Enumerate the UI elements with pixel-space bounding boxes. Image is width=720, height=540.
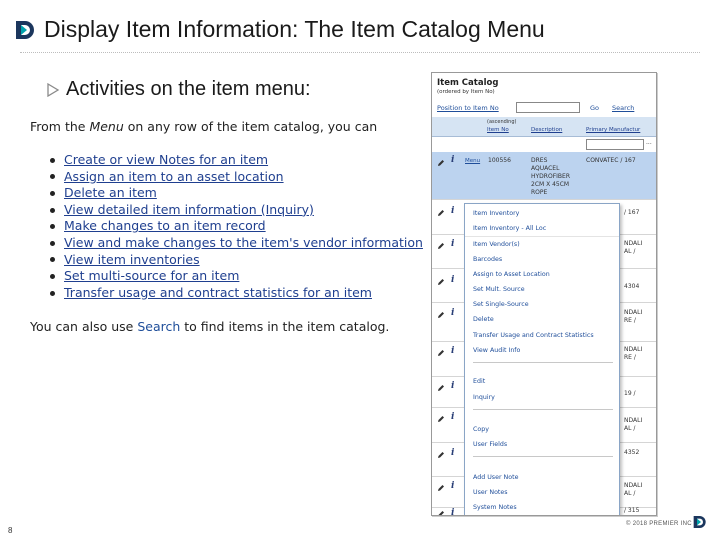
bullet-dot (50, 224, 55, 229)
menu-item-item-vendors[interactable]: Item Vendor(s) (473, 241, 520, 248)
menu-item-edit[interactable]: Edit (473, 378, 486, 385)
info-icon[interactable]: i (451, 308, 455, 318)
activity-link[interactable]: Assign an item to an asset location (64, 168, 284, 184)
menu-item-item-inventory-all-loc[interactable]: Item Inventory - All Loc (473, 225, 547, 232)
manufacturer-cell: 19 / (624, 390, 636, 397)
bullet-dot (50, 291, 55, 296)
info-icon[interactable]: i (451, 275, 455, 285)
menu-item-inquiry[interactable]: Inquiry (473, 394, 495, 401)
menu-item-barcodes[interactable]: Barcodes (473, 256, 503, 263)
bullet-dot (50, 257, 55, 262)
activity-link[interactable]: Delete an item (64, 185, 157, 201)
search-link[interactable]: Search (137, 319, 181, 334)
go-button[interactable]: Go (590, 104, 600, 112)
activity-link[interactable]: View item inventories (64, 251, 200, 267)
menu-item-assign-asset-location[interactable]: Assign to Asset Location (473, 271, 550, 278)
manufacturer-cell: NDALI AL / (624, 417, 643, 432)
page-number: 8 (8, 526, 13, 535)
menu-divider (473, 456, 613, 457)
row-context-menu (464, 203, 620, 516)
copyright-text: © 2018 PREMIER INC (626, 521, 692, 527)
list-item (50, 285, 423, 302)
activity-link[interactable]: View and make changes to the item's vendor information (64, 234, 423, 250)
manufacturer-cell: 4352 (624, 449, 640, 456)
manufacturer-cell: NDALI AL / (624, 240, 643, 255)
grid-header (432, 117, 657, 137)
info-icon[interactable]: i (451, 448, 455, 458)
triangle-bullet-icon (46, 83, 60, 97)
premier-footer-logo-icon (691, 514, 707, 530)
page-title: Display Item Information: The Item Catalog Menu (44, 16, 545, 42)
menu-item-item-inventory[interactable]: Item Inventory (473, 210, 520, 217)
menu-item-user-notes[interactable]: User Notes (473, 489, 508, 496)
manufacturer-cell: CONVATEC / 167 (586, 157, 636, 164)
menu-item-set-single-source[interactable]: Set Single-Source (473, 301, 529, 308)
info-icon[interactable]: i (451, 155, 455, 165)
menu-divider (465, 236, 619, 237)
list-item (50, 268, 423, 285)
edit-pencil-icon[interactable] (437, 209, 445, 217)
manufacturer-cell: / 167 (624, 209, 640, 216)
bullet-dot (50, 174, 55, 179)
manufacturer-cell: / 315 (624, 507, 640, 514)
edit-pencil-icon[interactable] (437, 349, 445, 357)
sort-note: (ascending) (487, 119, 517, 125)
premier-logo-icon (12, 18, 36, 42)
activity-link[interactable]: Set multi-source for an item (64, 268, 240, 284)
edit-pencil-icon[interactable] (437, 451, 445, 459)
position-input[interactable] (516, 102, 580, 113)
list-item (50, 252, 423, 269)
edit-pencil-icon[interactable] (437, 311, 445, 319)
menu-item-set-mult-source[interactable]: Set Mult. Source (473, 286, 525, 293)
section-bullet (46, 78, 311, 101)
edit-pencil-icon[interactable] (437, 510, 445, 516)
list-item (50, 202, 423, 219)
list-item (50, 169, 423, 186)
edit-pencil-icon[interactable] (437, 415, 445, 423)
position-to-label: Position to Item No (437, 104, 499, 112)
bullet-dot (50, 191, 55, 196)
info-icon[interactable]: i (451, 508, 455, 516)
title-divider (20, 52, 700, 53)
table-row[interactable] (432, 152, 657, 200)
edit-pencil-icon[interactable] (437, 242, 445, 250)
edit-pencil-icon[interactable] (437, 484, 445, 492)
activity-link[interactable]: View detailed item information (Inquiry) (64, 201, 314, 217)
activity-link[interactable]: Make changes to an item record (64, 218, 266, 234)
menu-item-add-user-note[interactable]: Add User Note (473, 474, 519, 481)
activity-list (50, 152, 423, 301)
bullet-dot (50, 208, 55, 213)
menu-divider (473, 409, 613, 410)
manufacturer-filter-input[interactable] (586, 139, 644, 150)
catalog-title: Item Catalog (437, 78, 499, 88)
activity-link[interactable]: Create or view Notes for an item (64, 152, 269, 167)
activity-link[interactable]: Transfer usage and contract statistics for an item (64, 284, 372, 300)
menu-divider (473, 362, 613, 363)
edit-pencil-icon[interactable] (437, 278, 445, 286)
item-catalog-screenshot (431, 72, 657, 516)
col-description[interactable]: Description (531, 127, 563, 133)
manufacturer-cell: NDALI RE / (624, 346, 643, 361)
list-item (50, 185, 423, 202)
edit-pencil-icon[interactable] (437, 159, 445, 167)
menu-item-transfer-usage[interactable]: Transfer Usage and Contract Statistics (473, 332, 594, 339)
info-icon[interactable]: i (451, 346, 455, 356)
row-menu-link[interactable]: Menu (465, 158, 481, 164)
manufacturer-cell: NDALI RE / (624, 309, 643, 324)
list-item (50, 218, 423, 235)
info-icon[interactable]: i (451, 412, 455, 422)
search-button[interactable]: Search (612, 104, 635, 112)
outro-text: You can also use Search to find items in the item catalog. (30, 319, 390, 334)
edit-pencil-icon[interactable] (437, 384, 445, 392)
info-icon[interactable]: i (451, 239, 455, 249)
bullet-dot (50, 241, 55, 246)
menu-item-delete[interactable]: Delete (473, 316, 494, 323)
menu-item-view-audit-info[interactable]: View Audit Info (473, 347, 521, 354)
section-heading: Activities on the item menu: (66, 78, 311, 100)
item-no-cell: 100556 (488, 157, 511, 164)
bullet-dot (50, 274, 55, 279)
info-icon[interactable]: i (451, 381, 455, 391)
list-item (50, 235, 423, 252)
bullet-dot (50, 158, 55, 163)
intro-text: From the Menu on any row of the item catalog, you can (30, 119, 378, 134)
menu-item-system-notes[interactable]: System Notes (473, 504, 517, 511)
manufacturer-cell: NDALI AL / (624, 482, 643, 497)
manufacturer-cell: 4304 (624, 283, 640, 290)
list-item (50, 152, 423, 169)
col-primary-manufacturer[interactable]: Primary Manufactur (586, 127, 641, 133)
menu-item-user-fields[interactable]: User Fields (473, 441, 508, 448)
filter-more-button[interactable]: ... (646, 139, 652, 146)
col-item-no[interactable]: Item No (487, 127, 509, 133)
info-icon[interactable]: i (451, 206, 455, 216)
catalog-subtitle: (ordered by Item No) (437, 89, 495, 95)
description-cell: DRES AQUACEL HYDROFIBER 2CM X 45CM ROPE (531, 157, 570, 196)
info-icon[interactable]: i (451, 481, 455, 491)
menu-item-copy[interactable]: Copy (473, 426, 489, 433)
